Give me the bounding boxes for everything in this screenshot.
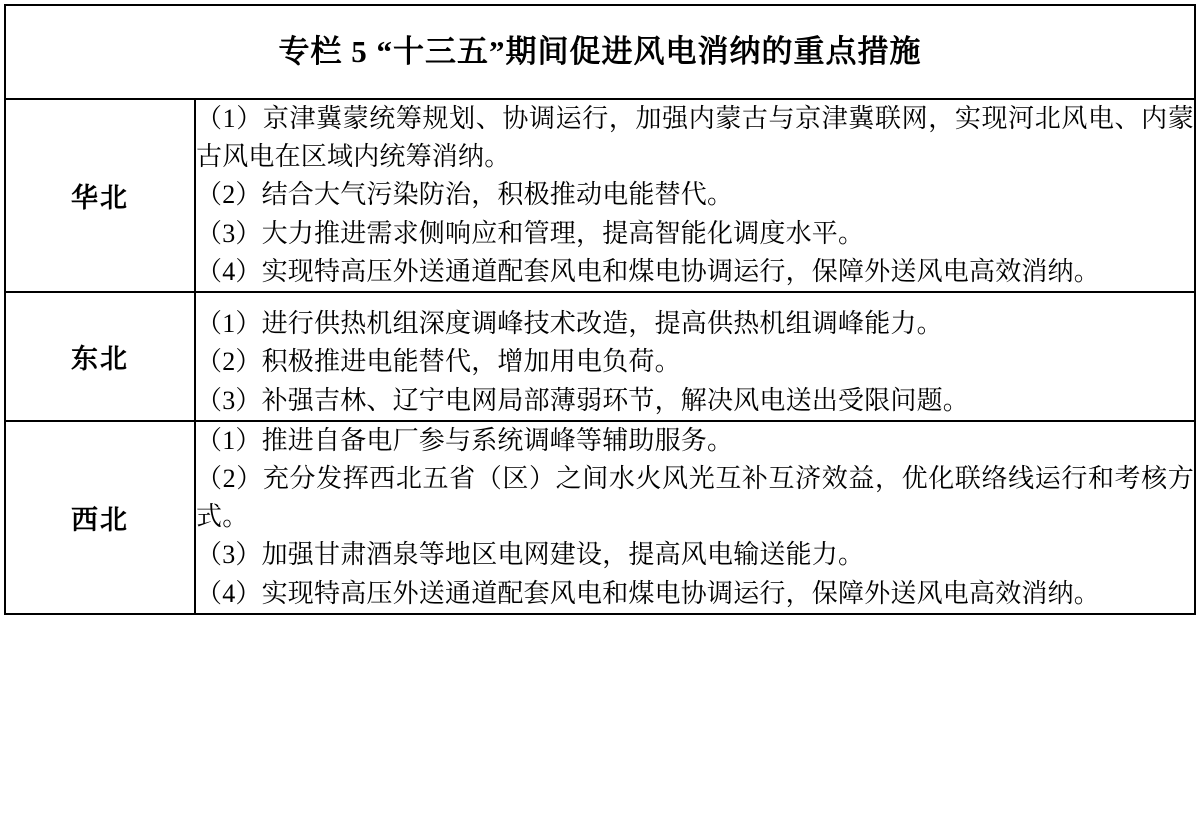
measure-item: （2）充分发挥西北五省（区）之间水火风光互补互济效益，优化联络线运行和考核方式。 xyxy=(196,463,1194,532)
measure-item: （1）京津冀蒙统筹规划、协调运行，加强内蒙古与京津冀联网，实现河北风电、内蒙古风电在区域内统筹消纳。 xyxy=(196,104,1194,172)
page-title: 专栏 5 “十三五”期间促进风电消纳的重点措施 xyxy=(5,5,1195,99)
region-label-huabei: 华北 xyxy=(5,99,195,292)
table-row xyxy=(5,292,1195,421)
measure-item: （3）大力推进需求侧响应和管理，提高智能化调度水平。 xyxy=(196,218,865,248)
region-label-xibei: 西北 xyxy=(5,421,195,614)
measure-item: （3）加强甘肃酒泉等地区电网建设，提高风电输送能力。 xyxy=(196,540,865,570)
measures-cell-huabei xyxy=(195,99,1195,292)
measure-item: （2）积极推进电能替代，增加用电负荷。 xyxy=(196,347,681,377)
region-label-dongbei: 东北 xyxy=(5,292,195,421)
measures-cell-xibei xyxy=(195,421,1195,614)
measure-item: （1）推进自备电厂参与系统调峰等辅助服务。 xyxy=(196,425,734,455)
table-row xyxy=(5,421,1195,614)
measure-item: （4）实现特高压外送通道配套风电和煤电协调运行，保障外送风电高效消纳。 xyxy=(196,578,1101,608)
measure-item: （3）补强吉林、辽宁电网局部薄弱环节，解决风电送出受限问题。 xyxy=(196,385,970,415)
measures-cell-dongbei xyxy=(195,292,1195,421)
measure-item: （1）进行供热机组深度调峰技术改造，提高供热机组调峰能力。 xyxy=(196,309,943,339)
feature-box-table xyxy=(4,4,1196,615)
title-row xyxy=(5,5,1195,99)
measure-item: （2）结合大气污染防治，积极推动电能替代。 xyxy=(196,180,734,210)
table-row xyxy=(5,99,1195,292)
measure-item: （4）实现特高压外送通道配套风电和煤电协调运行，保障外送风电高效消纳。 xyxy=(196,256,1101,286)
